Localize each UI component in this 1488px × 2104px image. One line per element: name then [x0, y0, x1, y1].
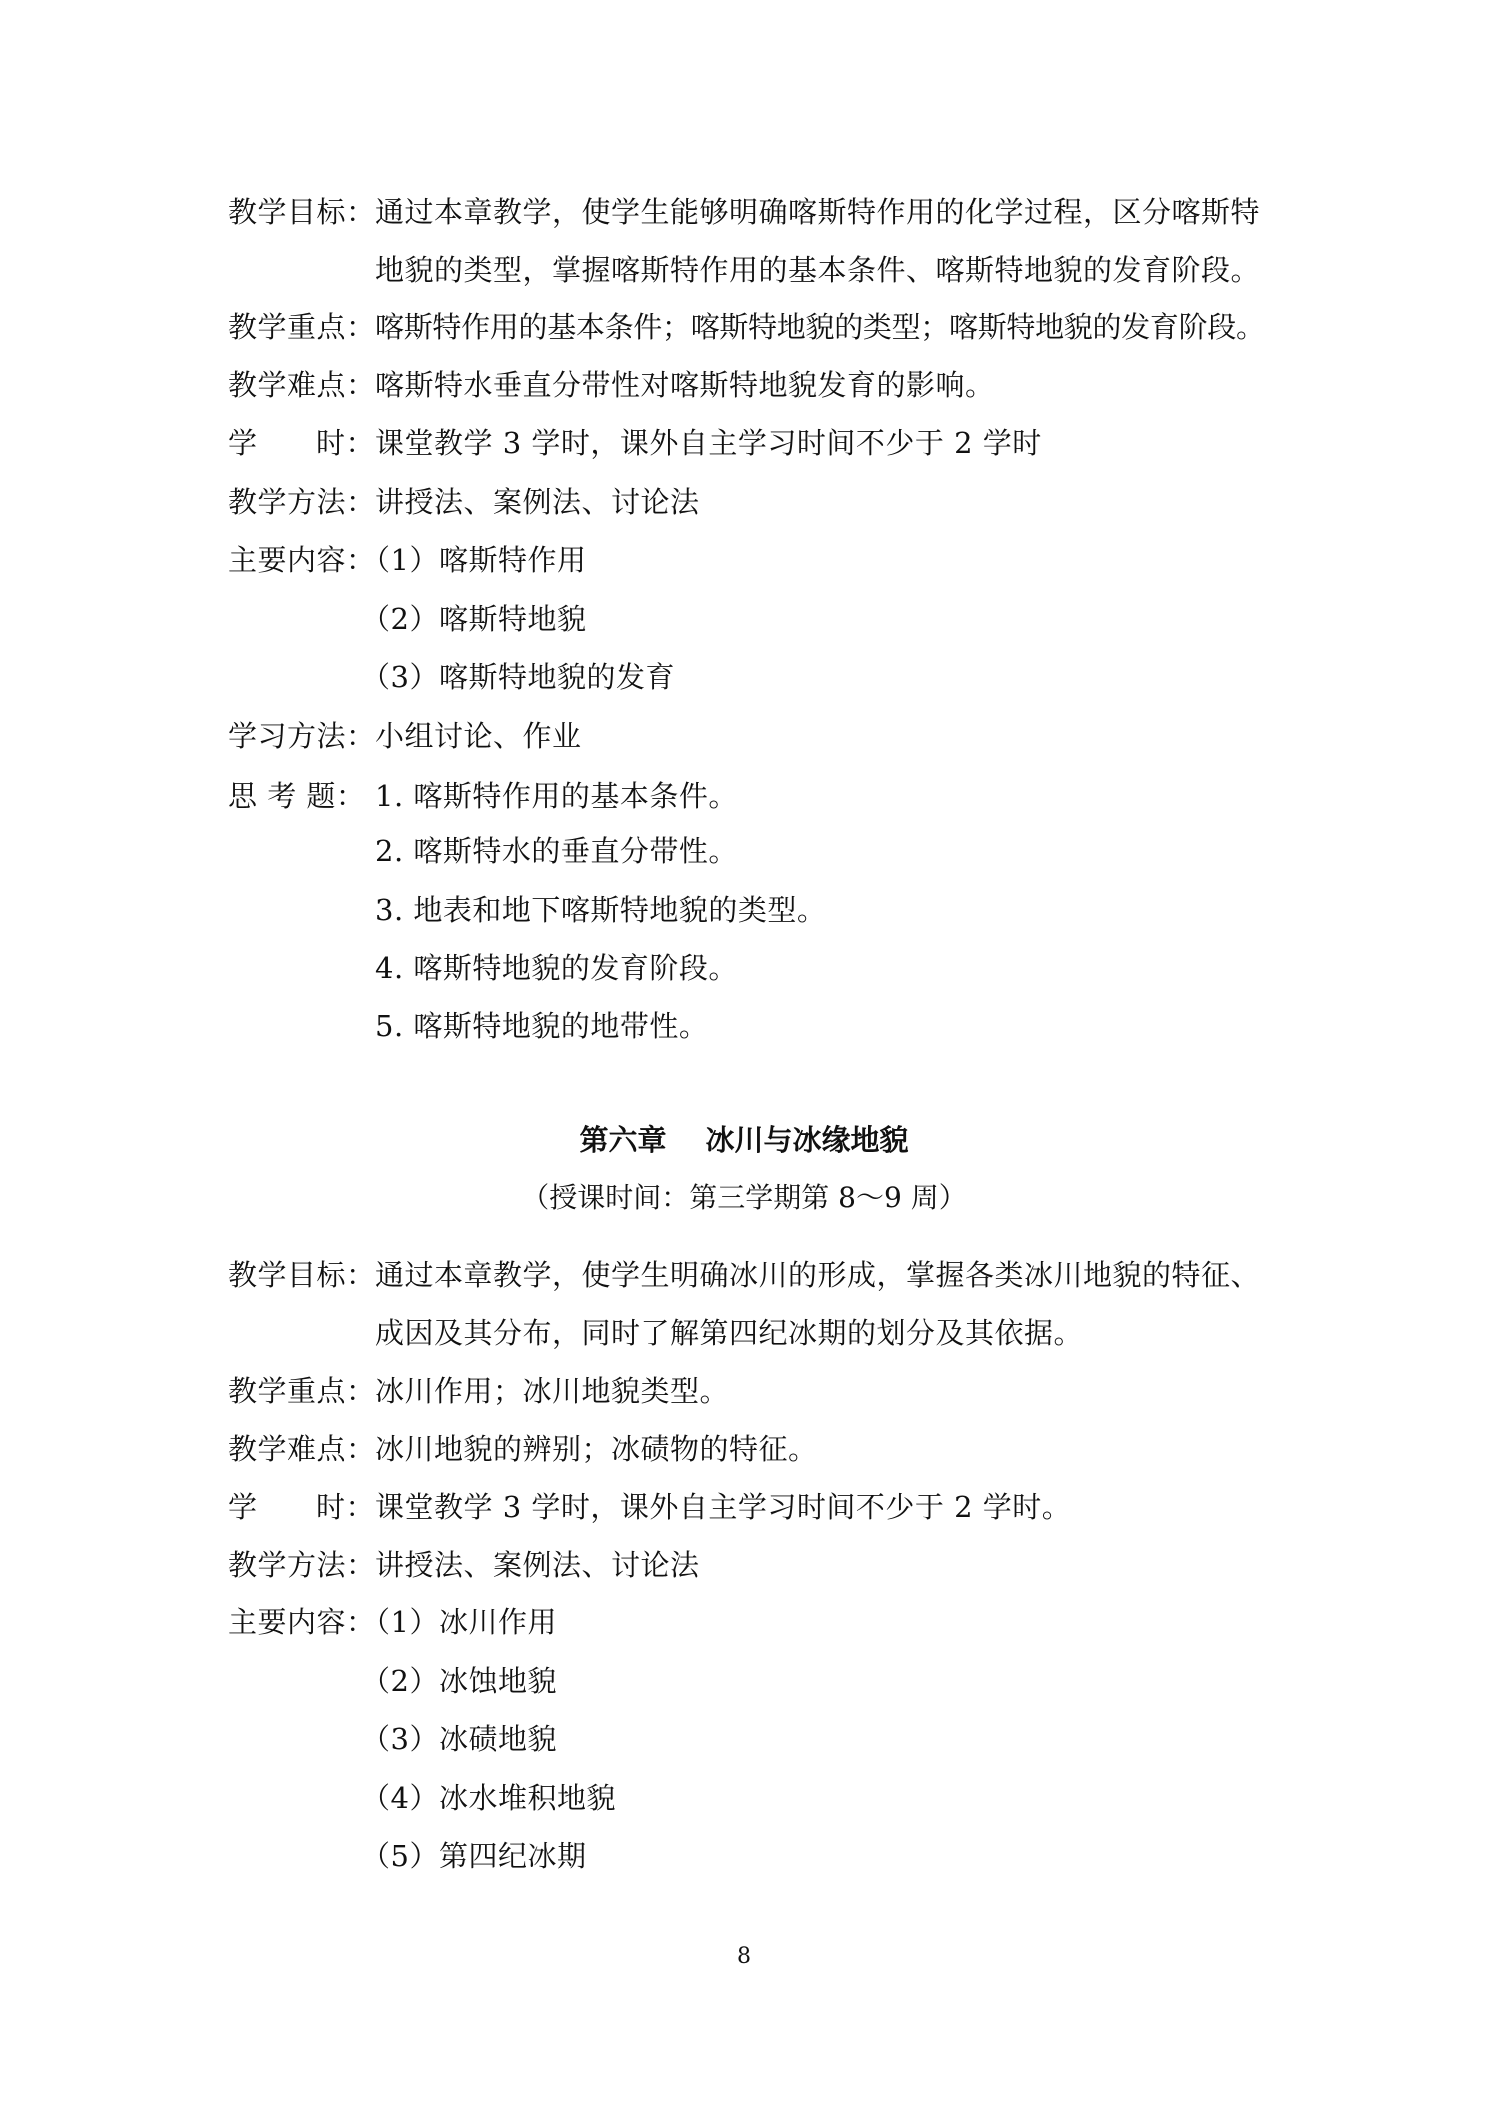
content-item: （2）喀斯特地貌	[361, 602, 587, 636]
content-label: 主要内容：	[228, 543, 376, 577]
content-item: （5）第四纪冰期	[361, 1839, 587, 1873]
hours-label-a: 学	[228, 1490, 258, 1524]
content-item: （1）喀斯特作用	[361, 543, 587, 577]
content-label: 主要内容：	[228, 1605, 376, 1639]
key-points-label: 教学重点：	[228, 310, 376, 344]
question-item: 1. 喀斯特作用的基本条件。	[375, 779, 738, 813]
question-item: 5. 喀斯特地貌的地带性。	[375, 1009, 709, 1043]
hours-text: 课堂教学 3 学时，课外自主学习时间不少于 2 学时。	[375, 1490, 1072, 1524]
chapter-subtitle: （授课时间：第三学期第 8～9 周）	[521, 1181, 967, 1214]
question-item: 4. 喀斯特地貌的发育阶段。	[375, 951, 738, 985]
goal-label: 教学目标：	[228, 1258, 376, 1292]
key-points-text: 喀斯特作用的基本条件；喀斯特地貌的类型；喀斯特地貌的发育阶段。	[375, 310, 1265, 344]
study-method-label: 学习方法：	[228, 719, 376, 753]
goal-text-line1: 通过本章教学，使学生能够明确喀斯特作用的化学过程，区分喀斯特	[375, 195, 1261, 229]
page-number: 8	[737, 1944, 751, 1969]
difficulty-label: 教学难点：	[228, 368, 376, 402]
question-item: 2. 喀斯特水的垂直分带性。	[375, 834, 738, 868]
method-text: 讲授法、案例法、讨论法	[375, 1548, 700, 1582]
hours-label-b: 时：	[316, 426, 376, 460]
method-label: 教学方法：	[228, 485, 376, 519]
study-method-text: 小组讨论、作业	[375, 719, 582, 753]
content-item: （3）喀斯特地貌的发育	[361, 660, 675, 694]
method-text: 讲授法、案例法、讨论法	[375, 485, 700, 519]
chapter-title: 第六章 冰川与冰缘地貌	[579, 1123, 909, 1157]
difficulty-text: 冰川地貌的辨别；冰碛物的特征。	[375, 1432, 818, 1466]
hours-text: 课堂教学 3 学时，课外自主学习时间不少于 2 学时	[375, 426, 1042, 460]
goal-text-line1: 通过本章教学，使学生明确冰川的形成，掌握各类冰川地貌的特征、	[375, 1258, 1261, 1292]
key-points-text: 冰川作用；冰川地貌类型。	[375, 1374, 730, 1408]
content-item: （4）冰水堆积地貌	[361, 1781, 616, 1815]
difficulty-text: 喀斯特水垂直分带性对喀斯特地貌发育的影响。	[375, 368, 995, 402]
goal-label: 教学目标：	[228, 195, 376, 229]
hours-label-a: 学	[228, 426, 258, 460]
goal-text-line2: 成因及其分布，同时了解第四纪冰期的划分及其依据。	[375, 1316, 1084, 1350]
content-item: （1）冰川作用	[361, 1605, 557, 1639]
hours-label-b: 时：	[316, 1490, 376, 1524]
method-label: 教学方法：	[228, 1548, 376, 1582]
content-item: （2）冰蚀地貌	[361, 1664, 557, 1698]
difficulty-label: 教学难点：	[228, 1432, 376, 1466]
content-item: （3）冰碛地貌	[361, 1722, 557, 1756]
goal-text-line2: 地貌的类型，掌握喀斯特作用的基本条件、喀斯特地貌的发育阶段。	[375, 253, 1261, 287]
key-points-label: 教学重点：	[228, 1374, 376, 1408]
question-item: 3. 地表和地下喀斯特地貌的类型。	[375, 893, 827, 927]
questions-label: 思 考 题：	[228, 779, 366, 813]
